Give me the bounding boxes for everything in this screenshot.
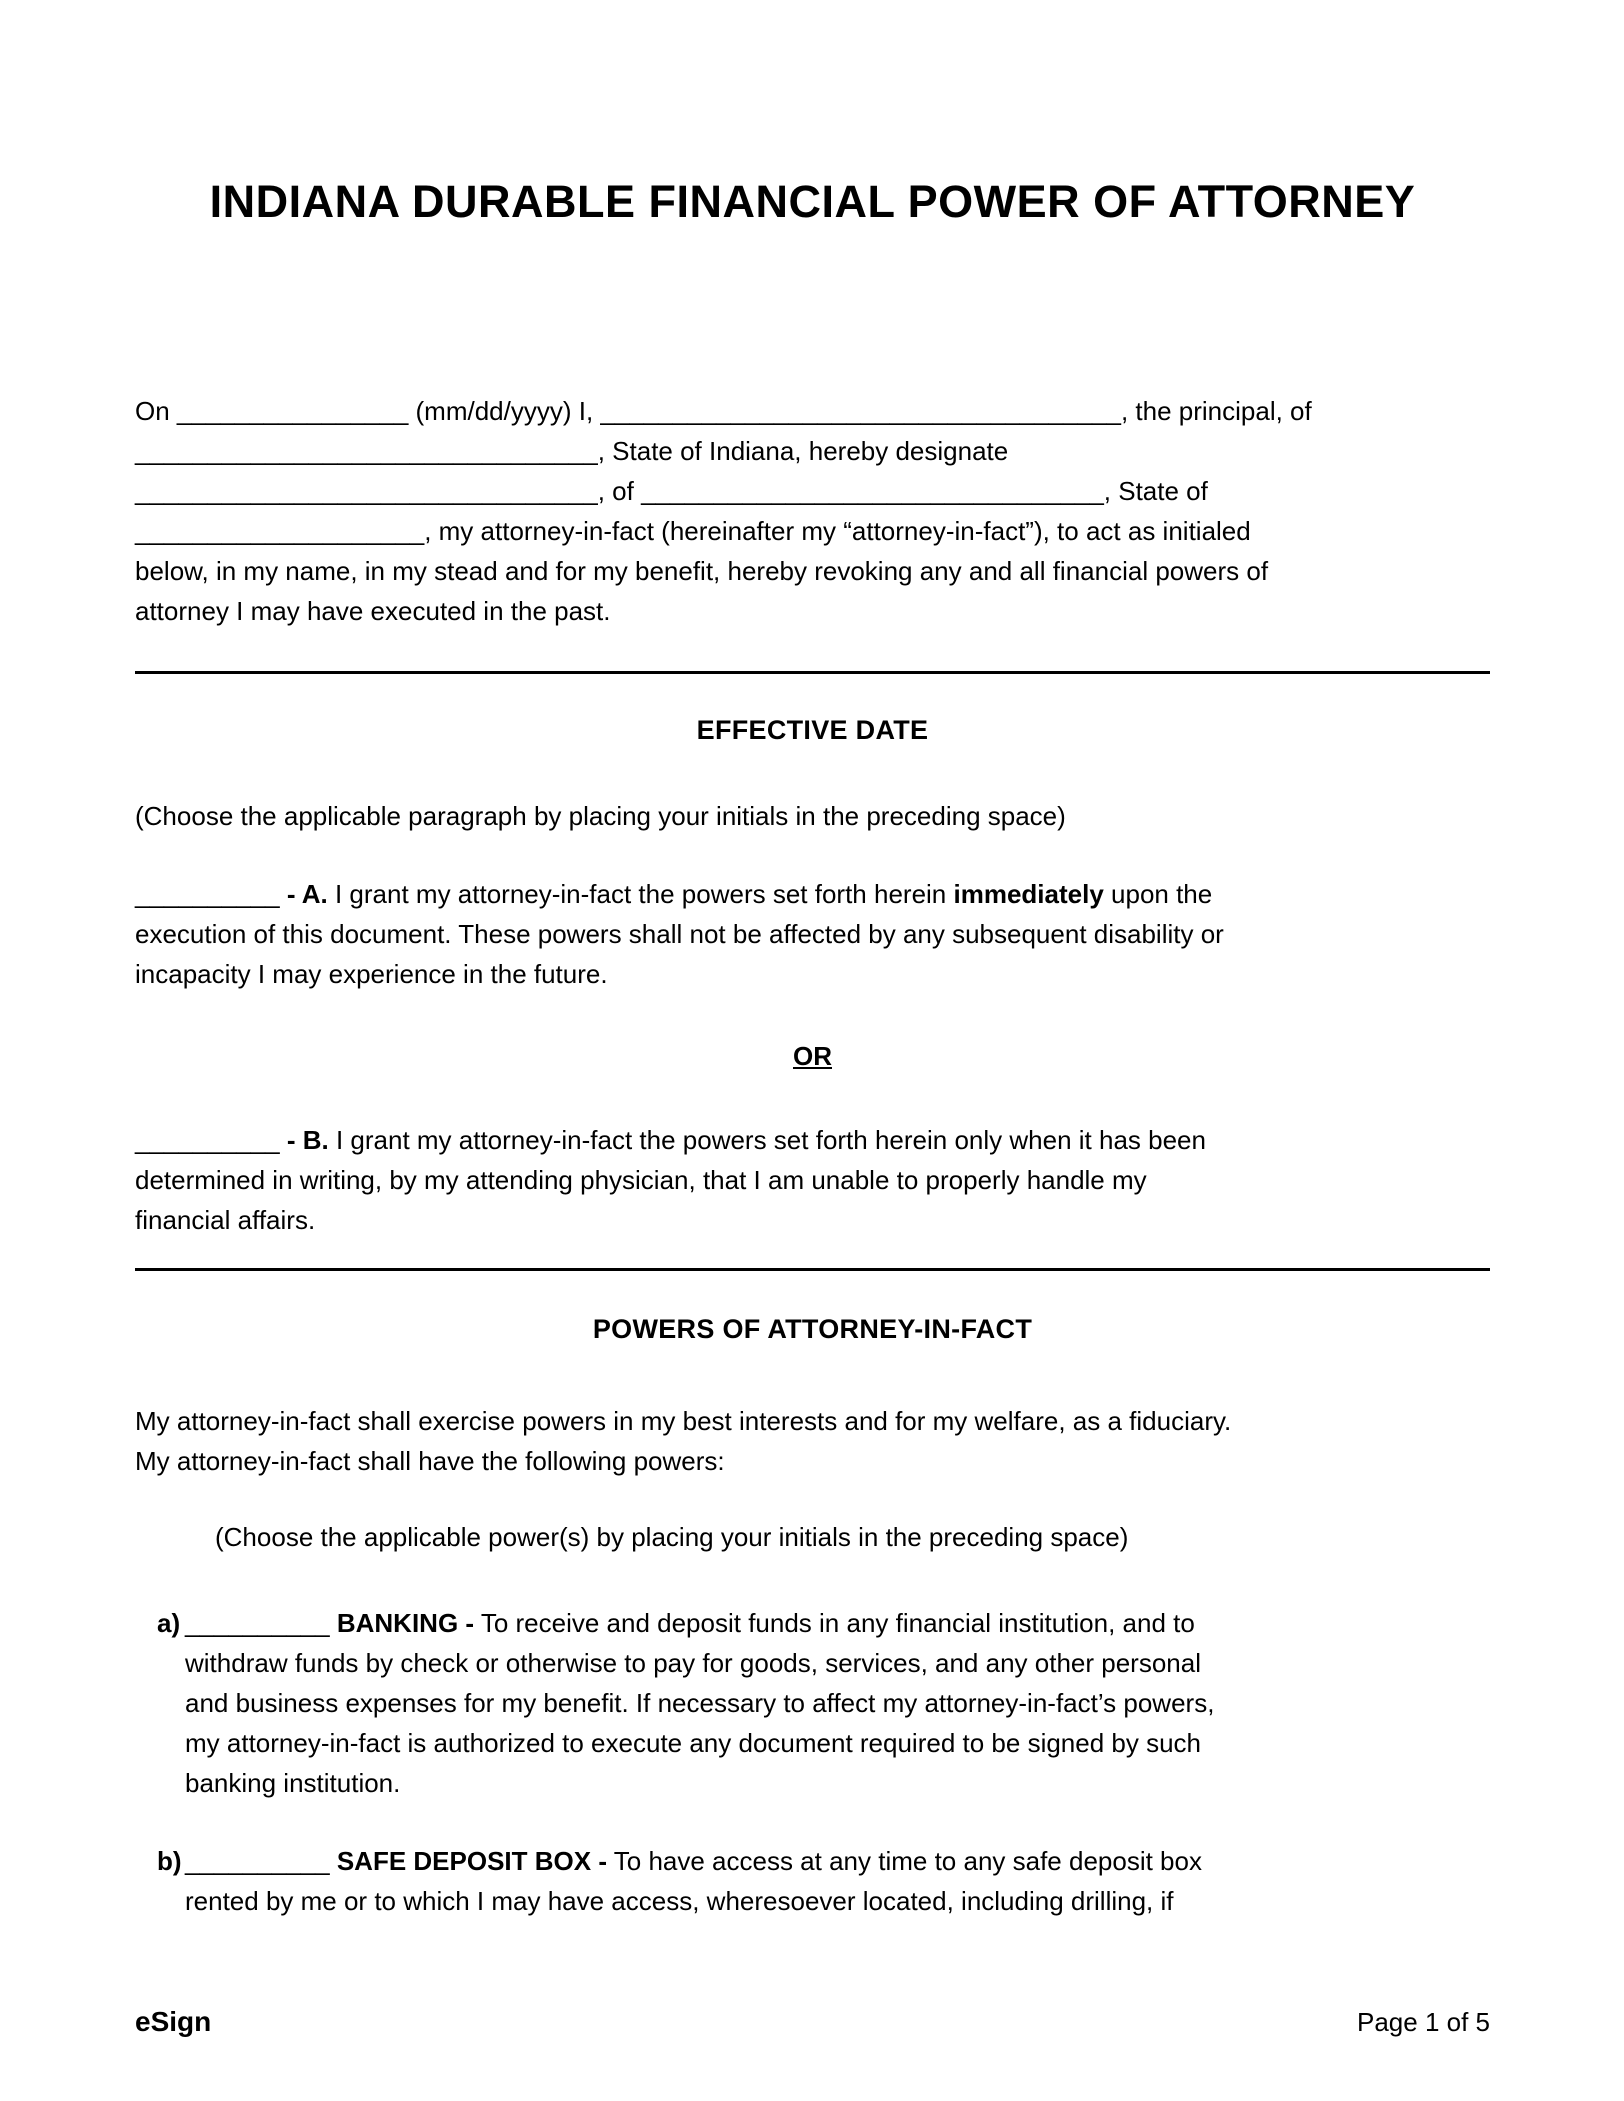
or-label: OR [793, 1041, 832, 1071]
text-run [330, 1608, 337, 1638]
text-run: execution of this document. These powers shall not be affected by any subsequent disability or [135, 919, 1224, 949]
power-item-banking [135, 1603, 1490, 1803]
text-run: My attorney-in-fact shall exercise powers in my best interests and for my welfare, as a fiduciary. [135, 1406, 1232, 1436]
opening-paragraph [135, 391, 1490, 631]
section-divider [135, 1268, 1490, 1271]
option-a-paragraph [135, 874, 1490, 994]
item-label: b) [157, 1846, 182, 1876]
text-run [330, 1846, 337, 1876]
document-title: INDIANA DURABLE FINANCIAL POWER OF ATTORNEY [209, 176, 1416, 227]
text-run: below, in my name, in my stead and for my benefit, hereby revoking any and all financial powers of [135, 556, 1269, 586]
text-run: To receive and deposit funds in any financial institution, and to [474, 1608, 1195, 1638]
page-footer [135, 2002, 1490, 2042]
item-body [185, 1603, 1490, 1803]
text-run [280, 879, 287, 909]
text-run: and business expenses for my benefit. If necessary to affect my attorney-in-fact’s powers, [185, 1688, 1215, 1718]
text-run: - A. [286, 879, 328, 909]
text-run: rented by me or to which I may have access, wheresoever located, including drilling, if [185, 1886, 1174, 1916]
item-label: a) [157, 1608, 181, 1638]
esign-logo: eSign [135, 2006, 212, 2037]
blank-field[interactable]: ________________________________ [135, 476, 598, 506]
text-run: I grant my attorney-in-fact the powers set forth herein [327, 879, 954, 909]
text-run: withdraw funds by check or otherwise to pay for goods, services, and any other personal [185, 1648, 1201, 1678]
section-heading-powers: POWERS OF ATTORNEY-IN-FACT [592, 1314, 1033, 1344]
text-run: To have access at any time to any safe deposit box [607, 1846, 1202, 1876]
text-run: incapacity I may experience in the future. [135, 959, 608, 989]
text-run: BANKING - [336, 1608, 475, 1638]
effective-date-instruction: (Choose the applicable paragraph by placing your initials in the preceding space) [135, 801, 1066, 831]
blank-field[interactable]: __________ [185, 1608, 330, 1638]
power-item-safe-deposit-box [135, 1841, 1490, 1921]
text-run: (mm/dd/yyyy) I, [408, 396, 601, 426]
text-run: , the principal, of [1120, 396, 1312, 426]
text-run: I grant my attorney-in-fact the powers set forth herein only when it has been [328, 1125, 1206, 1155]
blank-field[interactable]: ________________ [176, 396, 409, 426]
text-run: determined in writing, by my attending physician, that I am unable to properly handle my [135, 1165, 1147, 1195]
blank-field[interactable]: __________ [135, 879, 280, 909]
blank-field[interactable]: ____________________________________ [600, 396, 1121, 426]
item-body [185, 1841, 1490, 1921]
text-run: banking institution. [185, 1768, 401, 1798]
blank-field[interactable]: __________ [185, 1846, 330, 1876]
text-run: , of [597, 476, 642, 506]
blank-field[interactable]: __________ [135, 1125, 280, 1155]
section-heading-effective-date: EFFECTIVE DATE [696, 715, 929, 745]
powers-instruction: (Choose the applicable power(s) by placing your initials in the preceding space) [215, 1522, 1129, 1552]
blank-field[interactable]: ________________________________ [135, 436, 598, 466]
text-run: - B. [286, 1125, 329, 1155]
text-run: upon the [1103, 879, 1213, 909]
text-run: , State of Indiana, hereby designate [597, 436, 1009, 466]
section-divider [135, 671, 1490, 674]
text-run: On [135, 396, 177, 426]
text-run: SAFE DEPOSIT BOX - [336, 1846, 607, 1876]
option-b-paragraph [135, 1120, 1490, 1240]
text-run: attorney I may have executed in the past. [135, 596, 611, 626]
text-run: immediately [953, 879, 1104, 909]
text-run: , State of [1103, 476, 1208, 506]
text-run: financial affairs. [135, 1205, 316, 1235]
powers-intro-paragraph [135, 1401, 1490, 1481]
blank-field[interactable]: ____________________ [135, 516, 425, 546]
text-run [280, 1125, 287, 1155]
document-content [135, 0, 1490, 1921]
page-number: Page 1 of 5 [1357, 2007, 1490, 2037]
text-run: my attorney-in-fact is authorized to execute any document required to be signed by such [185, 1728, 1202, 1758]
text-run: My attorney-in-fact shall have the following powers: [135, 1446, 725, 1476]
blank-field[interactable]: ________________________________ [641, 476, 1104, 506]
text-run: , my attorney-in-fact (hereinafter my “attorney-in-fact”), to act as initialed [424, 516, 1251, 546]
